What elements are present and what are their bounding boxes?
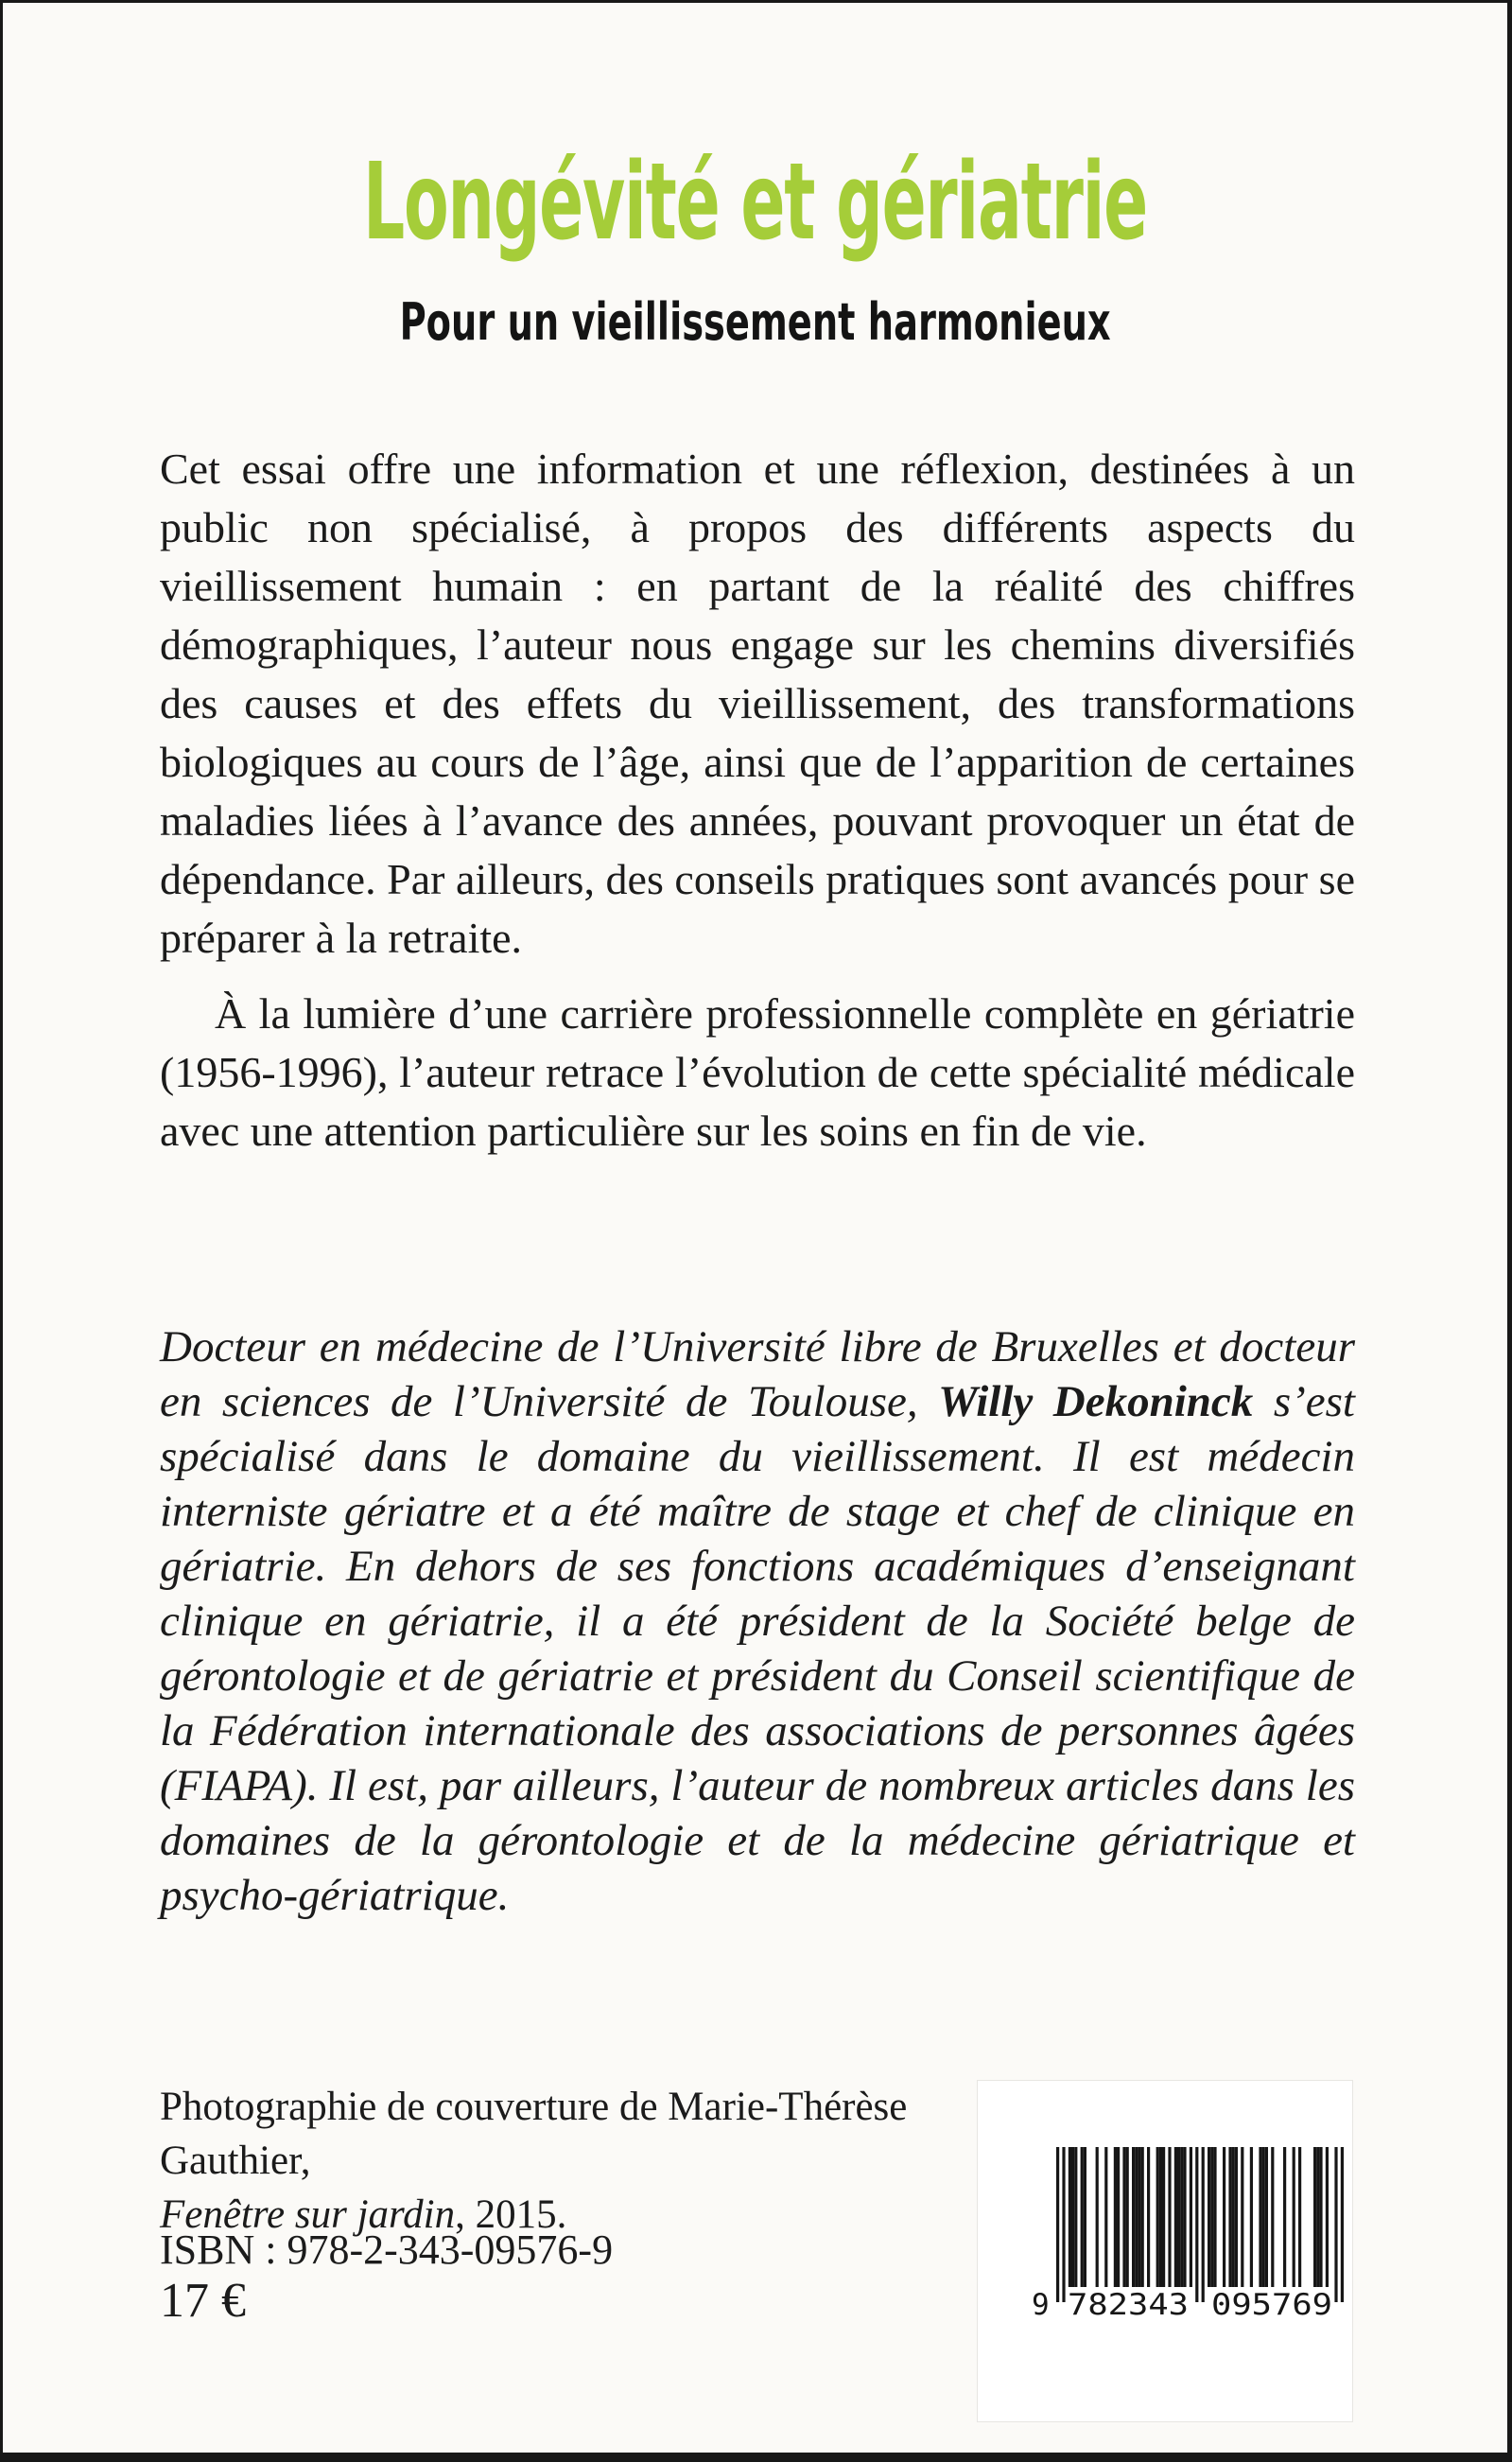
author-name: Willy Dekoninck <box>938 1377 1254 1426</box>
svg-text:095769: 095769 <box>1211 2288 1332 2317</box>
bio-text-before-name: Docteur en médecine de l’Université libre de Bruxelles et docteur en sciences de l’Université de Toulouse, <box>160 1322 1355 1426</box>
page-subtitle <box>3 292 1507 352</box>
price-text: 17 € <box>160 2274 246 2328</box>
synopsis-paragraph-2: À la lumière d’une carrière professionnelle complète en gériatrie (1956-1996), l’auteur retrace l’évolution de cette spécialité médicale avec une attention particulière sur les soins en fin de vie. <box>160 989 1355 1155</box>
ean-barcode-image <box>1030 2147 1347 2317</box>
author-bio-section <box>160 1319 1355 1923</box>
photo-credit-line1: Photographie de couverture de Marie-Thérèse Gauthier, <box>160 2085 908 2183</box>
cover-photo-credit <box>160 2080 1068 2242</box>
barcode-label <box>977 2080 1353 2422</box>
photo-year: , 2015. <box>455 2192 567 2237</box>
bio-text-after-name: s’est spécialisé dans le domaine du vieillissement. Il est médecin interniste gériatre et a été maître de stage et chef de clinique en gériatrie. En dehors de ses fonctions académiques d’enseignant clinique en gériatrie, il a été président de la Société belge de gérontologie et de gériatrie et président du Conseil scientifique de la Fédération internationale des associations de personnes âgées (FIAPA). Il est, par ailleurs, l’auteur de nombreux articles dans les domaines de la gérontologie et de la médecine gériatrique et psycho-gériatrique. <box>160 1377 1355 1920</box>
photo-work-title: Fenêtre sur jardin <box>160 2192 456 2237</box>
synopsis-paragraph-1: Cet essai offre une information et une réflexion, destinées à un public non spécialisé, à propos des différents aspects du vieillissement humain : en partant de la réalité des chiffres démographiques, l’auteur nous engage sur les chemins diversifiés des causes et des effets du vieillissement, des transformations biologiques au cours de l’âge, ainsi que de l’apparition de certaines maladies liées à l’avance des années, pouvant provoquer un état de dépendance. Par ailleurs, des conseils pratiques sont avancés pour se préparer à la retraite. <box>160 445 1355 962</box>
svg-text:9: 9 <box>1032 2288 1050 2317</box>
author-bio-paragraph <box>160 1319 1355 1923</box>
page-title <box>3 141 1507 264</box>
book-title: Longévité et gériatrie <box>363 141 1147 264</box>
book-subtitle: Pour un vieillissement harmonieux <box>399 292 1111 352</box>
isbn-text: ISBN : 978-2-343-09576-9 <box>160 2226 614 2273</box>
svg-text:782343: 782343 <box>1068 2288 1189 2317</box>
synopsis-section <box>160 440 1355 1161</box>
